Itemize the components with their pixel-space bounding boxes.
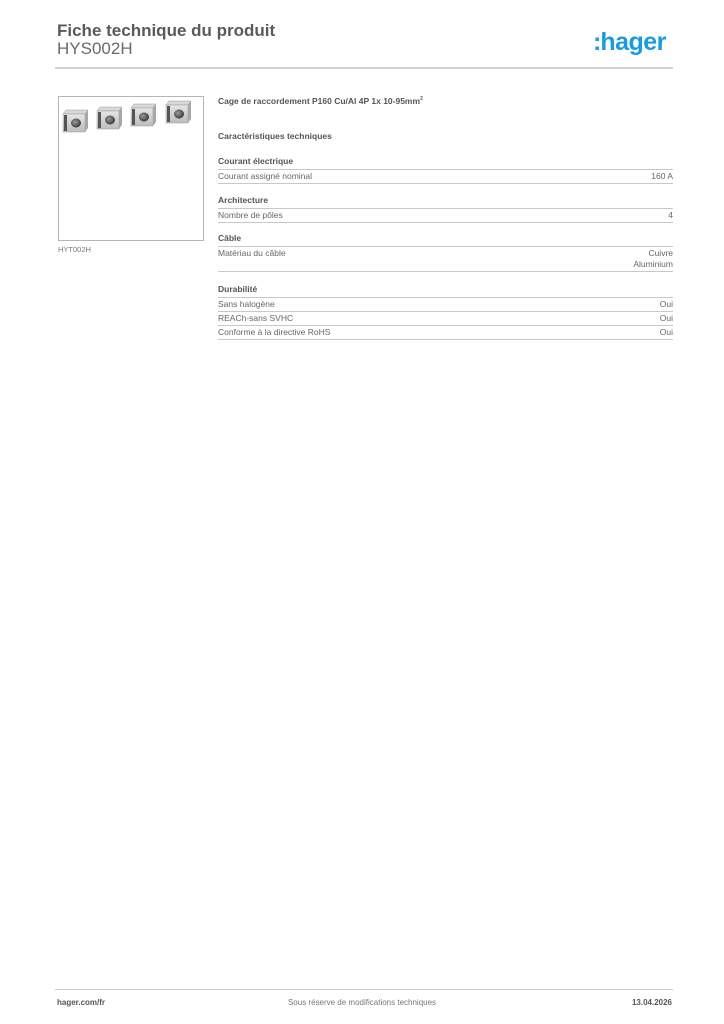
- footer-date: 13.04.2026: [631, 998, 672, 1007]
- spec-value: 160 A: [651, 171, 673, 181]
- page-title: Fiche technique du produit: [57, 21, 276, 40]
- spec-group-architecture: [218, 195, 673, 223]
- group-title: Architecture: [218, 195, 673, 209]
- header-divider: [55, 67, 673, 69]
- spec-group-durability: [218, 284, 673, 340]
- spec-value: Oui: [659, 313, 673, 323]
- spec-value: 4: [668, 210, 673, 220]
- footer-disclaimer: Sous réserve de modifications techniques: [287, 998, 437, 1007]
- spec-group-electrical: [218, 156, 673, 184]
- product-name: Cage de raccordement P160 Cu/Al 4P 1x $10-95mm^2$: [218, 96, 423, 106]
- spec-value: Oui: [659, 299, 673, 309]
- group-title: Durabilité: [218, 284, 673, 298]
- product-image: [58, 96, 204, 241]
- group-title: Câble: [218, 233, 673, 247]
- hager-logo: :hager: [593, 28, 666, 56]
- product-reference: HYS002H: [57, 39, 133, 58]
- footer-website-link[interactable]: hager.com/fr: [57, 998, 106, 1007]
- spec-label: Courant assigné nominal: [218, 171, 313, 181]
- image-caption: HYT002H: [58, 245, 91, 254]
- spec-group-cable: [218, 233, 673, 272]
- spec-row: [218, 312, 673, 326]
- spec-label: Sans halogène: [218, 299, 275, 309]
- spec-value: Oui: [659, 327, 673, 337]
- spec-row: [218, 209, 673, 223]
- group-title: Courant électrique: [218, 156, 673, 170]
- spec-label: Conforme à la directive RoHS: [218, 327, 331, 337]
- spec-row: [218, 298, 673, 312]
- spec-value: Cuivre Aluminium: [633, 248, 673, 269]
- terminal-cage-icon: [59, 97, 203, 137]
- spec-label: Nombre de pôles: [218, 210, 283, 220]
- spec-row: [218, 170, 673, 184]
- spec-label: REACh-sans SVHC: [218, 313, 294, 323]
- section-title: Caractéristiques techniques: [218, 131, 332, 141]
- spec-row: [218, 247, 673, 272]
- spec-row: [218, 326, 673, 340]
- spec-label: Matériau du câble: [218, 248, 286, 258]
- footer-divider: [55, 989, 673, 990]
- logo-colon-icon: :: [593, 28, 601, 56]
